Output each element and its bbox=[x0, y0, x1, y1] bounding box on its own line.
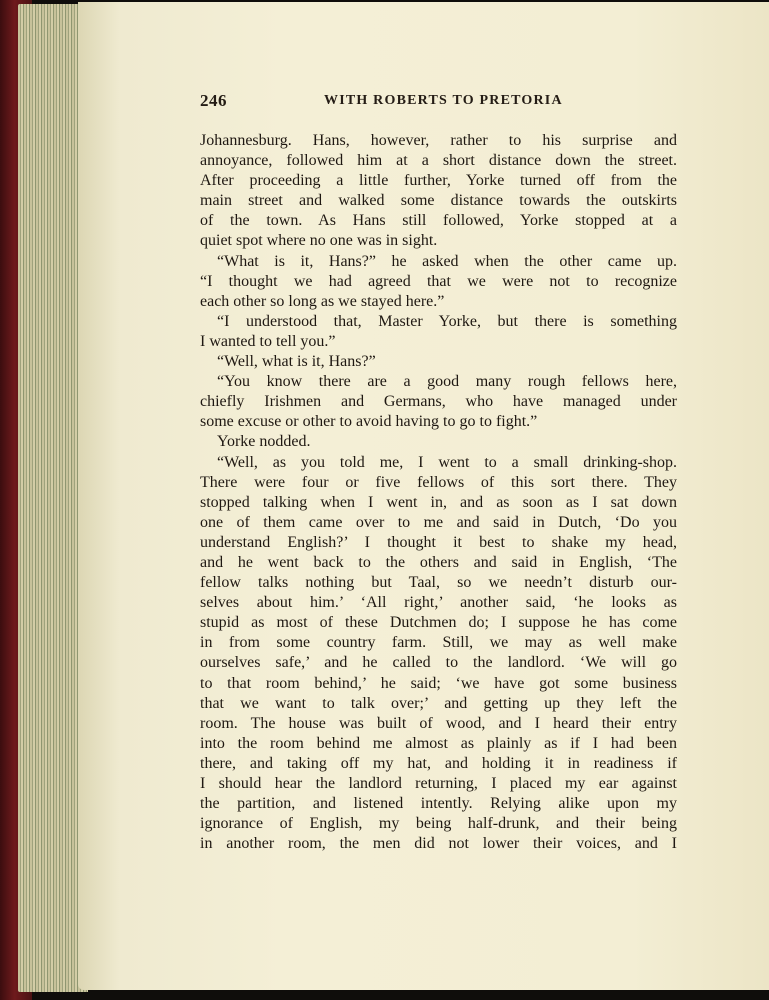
text-line: there, and taking off my hat, and holding it in readiness if bbox=[200, 754, 677, 772]
text-line: stopped talking when I went in, and as soon as I sat down bbox=[200, 493, 677, 511]
text-line: into the room behind me almost as plainly as if I had been bbox=[200, 734, 677, 752]
text-line: in another room, the men did not lower their voices, and I bbox=[200, 835, 677, 853]
page-header bbox=[122, 91, 682, 119]
text-line: “You know there are a good many rough fellows here, bbox=[217, 373, 677, 391]
text-line: “What is it, Hans?” he asked when the other came up. bbox=[217, 252, 677, 270]
text-line: Yorke nodded. bbox=[217, 433, 311, 451]
text-line: “I understood that, Master Yorke, but there is something bbox=[217, 312, 677, 330]
text-line: I should hear the landlord returning, I placed my ear against bbox=[200, 775, 677, 792]
text-line: main street and walked some distance towards the outskirts bbox=[200, 192, 677, 210]
text-line: each other so long as we stayed here.” bbox=[200, 292, 445, 310]
text-line: that we want to talk over;’ and getting up they left the bbox=[200, 694, 677, 712]
text-line: “I thought we had agreed that we were not to recognize bbox=[200, 272, 677, 290]
text-line: some excuse or other to avoid having to go to fight.” bbox=[200, 413, 538, 431]
text-line: “Well, what is it, Hans?” bbox=[217, 353, 376, 371]
text-line: “Well, as you told me, I went to a small drinking-shop. bbox=[217, 453, 677, 471]
text-line: of the town. As Hans still followed, Yorke stopped at a bbox=[200, 212, 677, 230]
text-line: one of them came over to me and said in Dutch, ‘Do you bbox=[200, 513, 677, 531]
text-line: room. The house was built of wood, and I heard their entry bbox=[200, 714, 677, 732]
text-line: and he went back to the others and said in English, ‘The bbox=[200, 553, 677, 571]
text-line: selves about him.’ ‘All right,’ another said, ‘he looks as bbox=[200, 594, 677, 612]
text-line: understand English?’ I thought it best to shake my head, bbox=[200, 533, 677, 551]
text-line: ourselves safe,’ and he called to the landlord. ‘We will go bbox=[200, 654, 677, 672]
text-line: stupid as most of these Dutchmen do; I suppose he has come bbox=[200, 614, 677, 632]
text-line: to that room behind,’ he said; ‘we have got some business bbox=[200, 674, 677, 692]
text-line: in from some country farm. Still, we may as well make bbox=[200, 634, 677, 652]
body-text bbox=[200, 131, 677, 854]
text-line: the partition, and listened intently. Relying alike upon my bbox=[200, 795, 677, 813]
page-number: 246 bbox=[200, 91, 227, 110]
text-line: annoyance, followed him at a short distance down the street. bbox=[200, 152, 677, 170]
text-line: ignorance of English, my being half-drunk, and their being bbox=[200, 815, 677, 833]
text-line: quiet spot where no one was in sight. bbox=[200, 232, 438, 250]
text-line: Johannesburg. Hans, however, rather to his surprise and bbox=[200, 132, 677, 149]
text-line: I wanted to tell you.” bbox=[200, 332, 336, 350]
text-line: After proceeding a little further, Yorke turned off from the bbox=[200, 172, 677, 190]
text-line: fellow talks nothing but Taal, so we needn’t disturb our- bbox=[200, 574, 677, 592]
text-line: There were four or five fellows of this sort there. They bbox=[200, 473, 677, 491]
text-line: chiefly Irishmen and Germans, who have managed under bbox=[200, 393, 677, 411]
running-title: WITH ROBERTS TO PRETORIA bbox=[324, 93, 563, 108]
